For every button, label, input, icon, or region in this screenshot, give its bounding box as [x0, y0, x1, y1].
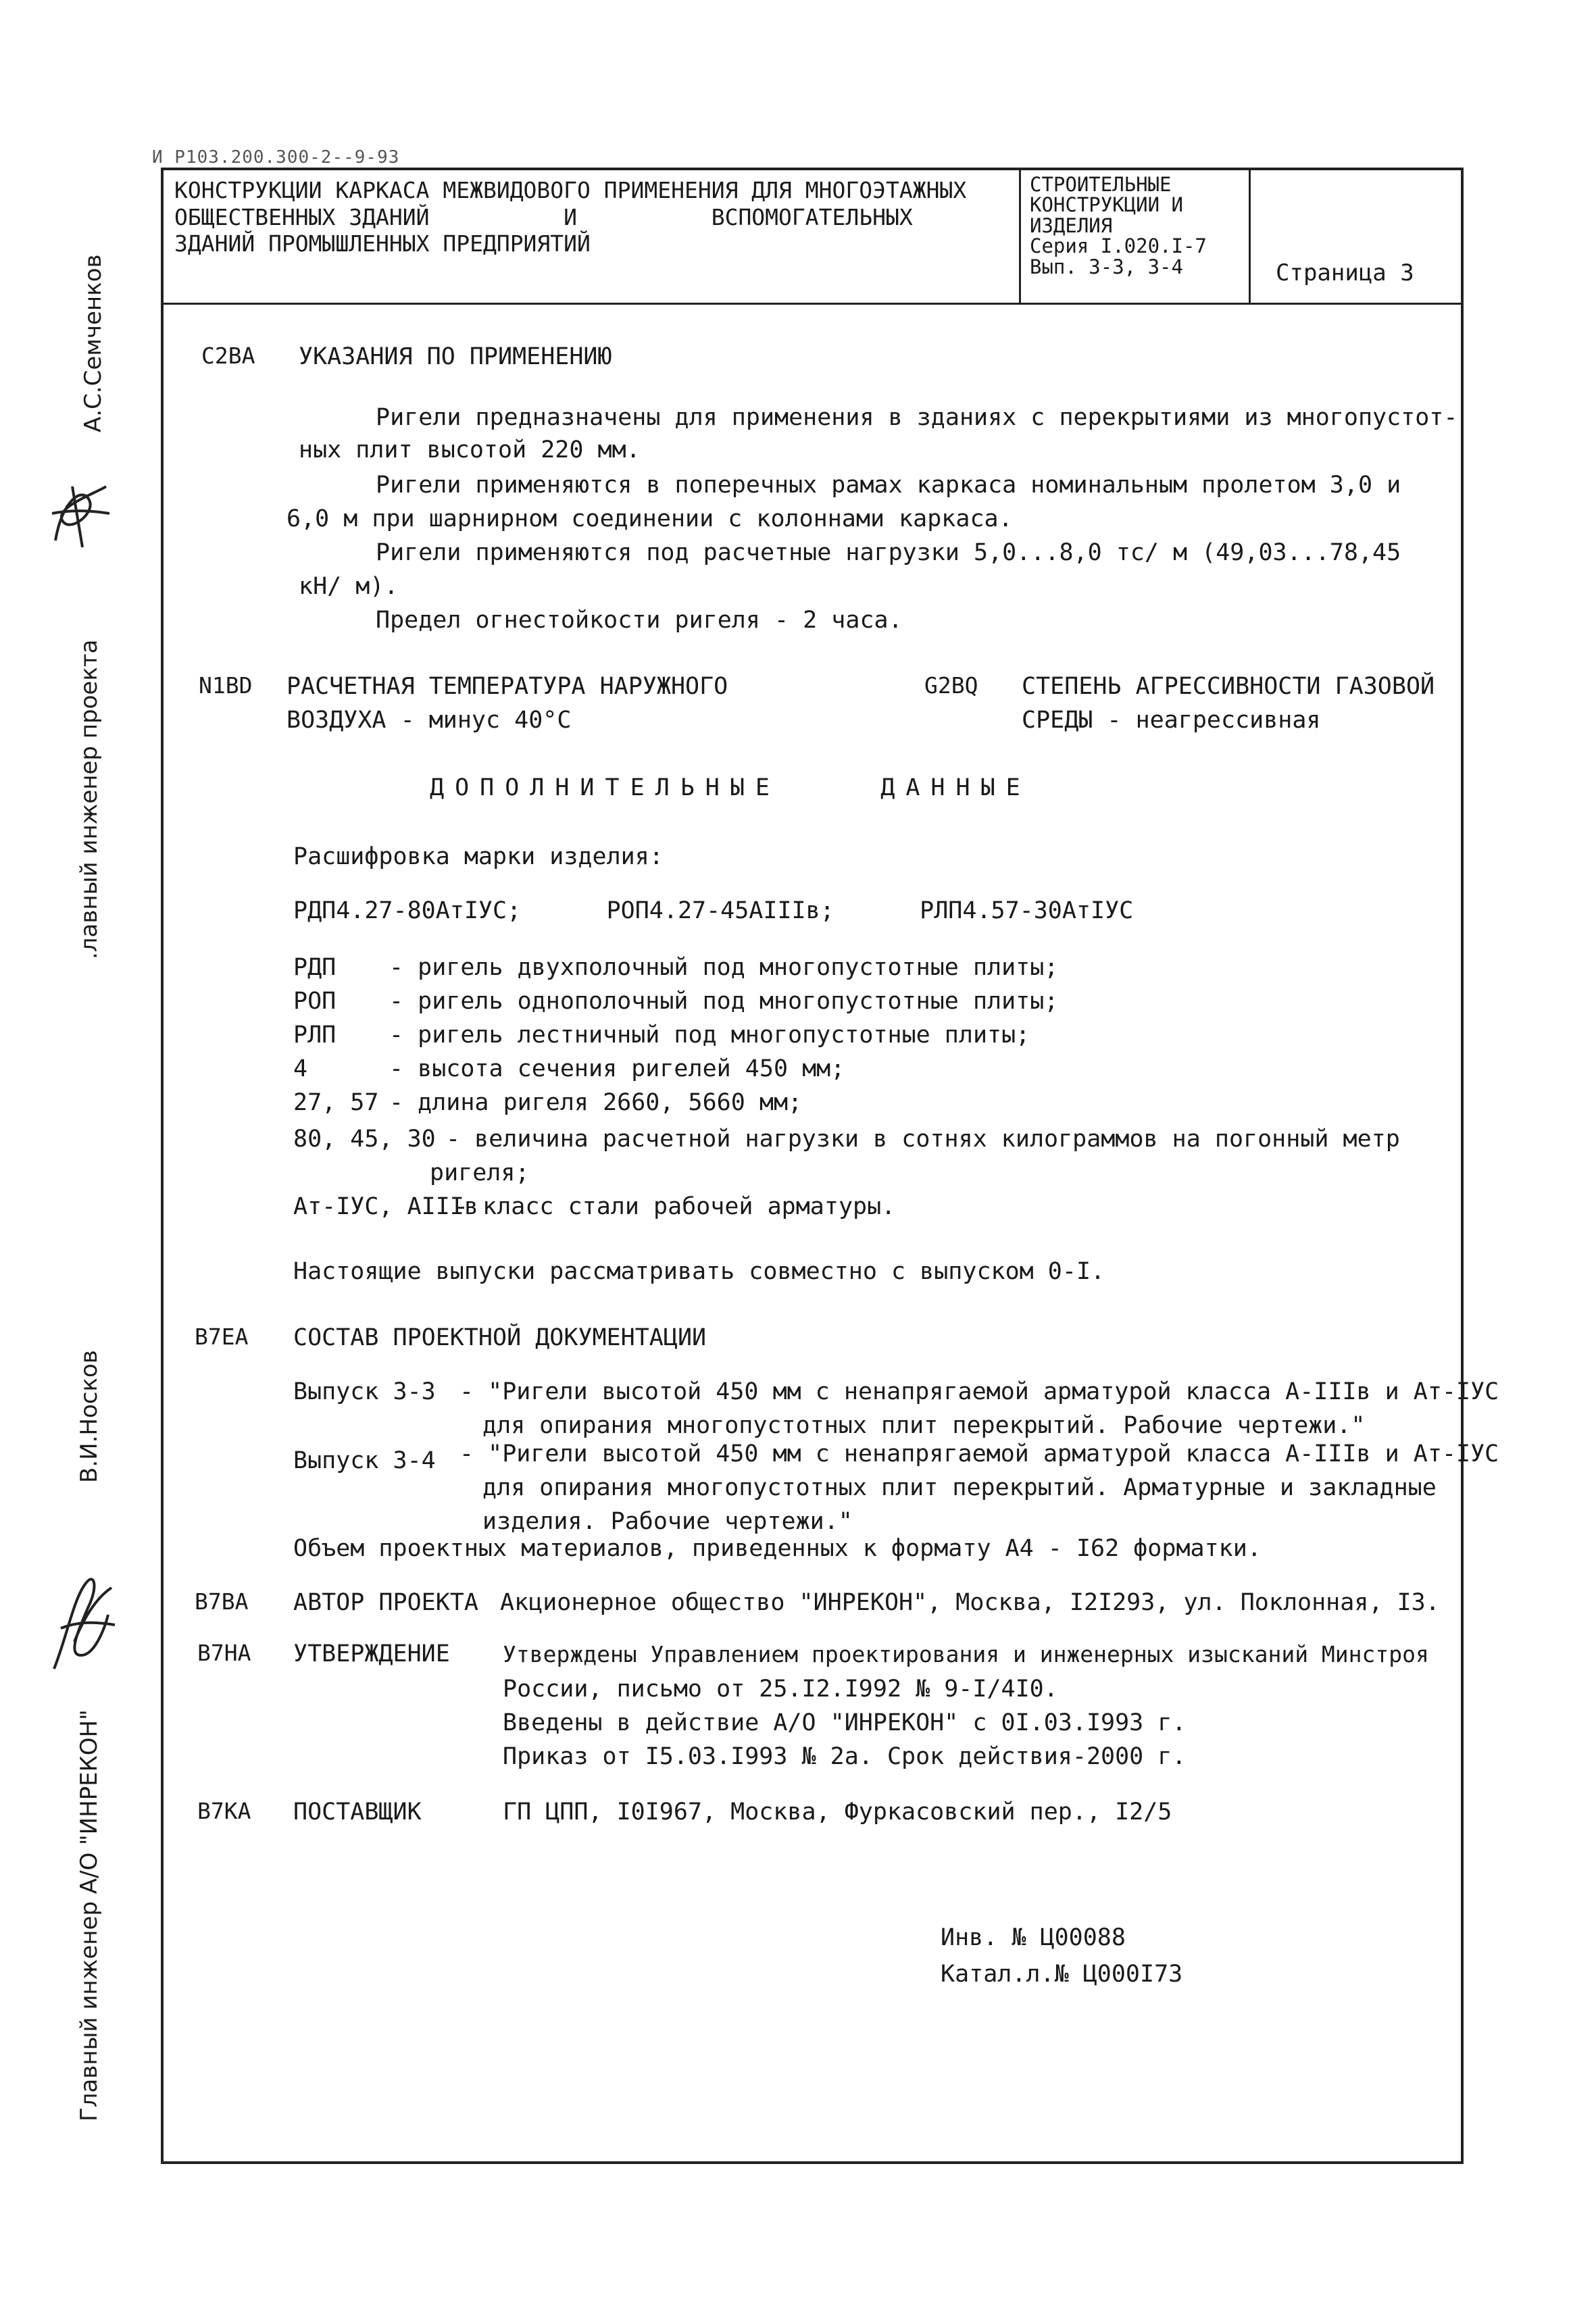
supplier-text: ГП ЦПП, I0I967, Москва, Фуркасовский пер., I2/5: [503, 1799, 1172, 1826]
section-code-aggressiveness: G2BQ: [924, 672, 978, 699]
legend-key: 80, 45, 30: [293, 1126, 436, 1153]
joint-issue-note: Настоящие выпуски рассматривать совместно с выпуском 0-I.: [293, 1258, 1105, 1285]
approval-line: Приказ от I5.03.I993 № 2а. Срок действия-2000 г.: [503, 1743, 1187, 1770]
legend-key: РЛП: [293, 1022, 336, 1049]
issue-label: Выпуск 3-3: [293, 1378, 436, 1405]
approval-line: Введены в действие А/О "ИНРЕКОН" с 0I.03.I993 г.: [503, 1709, 1187, 1736]
side-bottom-name: В.И.Носков: [76, 1350, 103, 1483]
usage-line: Предел огнестойкости ригеля - 2 часа.: [376, 607, 903, 634]
header-divider-v2: [1249, 168, 1251, 303]
mark-examples: РДП4.27-80АтIУС; РОП4.27-45АIIIв; РЛП4.57-30АтIУС: [293, 897, 1134, 924]
header-category-line: СТРОИТЕЛЬНЫЕ: [1030, 173, 1172, 196]
inventory-number: Инв. № Ц00088: [941, 1924, 1126, 1951]
legend-value: - класс стали рабочей арматуры.: [454, 1193, 896, 1220]
header-category: [1030, 174, 1207, 277]
volume-line: Объем проектных материалов, приведенных к формату А4 - I62 форматки.: [293, 1535, 1262, 1562]
header-category-line: Вып. 3-3, 3-4: [1030, 255, 1183, 278]
side-top-role: .лавный инженер проекта: [76, 639, 103, 959]
section-code-supplier: В7КА: [197, 1798, 251, 1824]
side-bottom-role: Главный инженер А/О "ИНРЕКОН": [76, 1709, 103, 2121]
legend-key: РОП: [293, 988, 336, 1015]
author-text: Акционерное общество "ИНРЕКОН", Москва, I2I293, ул. Поклонная, I3.: [500, 1589, 1440, 1616]
issue-line: - "Ригели высотой 450 мм с ненапрягаемой арматурой класса А-IIIв и Ат-IУС: [459, 1378, 1499, 1405]
aggressiveness-heading: СТЕПЕНЬ АГРЕССИВНОСТИ ГАЗОВОЙ: [1022, 673, 1435, 700]
signature-bottom: [41, 1567, 122, 1682]
usage-line: кН/ м).: [299, 573, 399, 600]
temperature-value: ВОЗДУХА - минус 40°С: [286, 707, 572, 734]
header-title-line: КОНСТРУКЦИИ КАРКАСА МЕЖВИДОВОГО ПРИМЕНЕНИЯ ДЛЯ МНОГОЭТАЖНЫХ: [174, 177, 967, 203]
issue-line: для опирания многопустотных плит перекрытий. Рабочие чертежи.": [482, 1412, 1366, 1439]
legend-key: Ат-IУС, АIIIв: [293, 1193, 478, 1220]
section-code-usage: С2ВА: [201, 343, 255, 369]
approval-line: России, письмо от 25.I2.I992 № 9-I/4I0.: [503, 1676, 1058, 1703]
extra-data-heading: ДОПОЛНИТЕЛЬНЫЕ ДАННЫЕ: [430, 774, 1031, 801]
page-frame: [161, 168, 1464, 2164]
header-divider: [161, 303, 1464, 305]
temperature-heading: РАСЧЕТНАЯ ТЕМПЕРАТУРА НАРУЖНОГО: [286, 673, 728, 700]
section-heading-usage: УКАЗАНИЯ ПО ПРИМЕНЕНИЮ: [299, 343, 612, 370]
section-code-approval: В7НА: [197, 1640, 251, 1666]
header-title-line: ЗДАНИЙ ПРОМЫШЛЕННЫХ ПРЕДПРИЯТИЙ: [174, 230, 591, 257]
author-label: АВТОР ПРОЕКТА: [293, 1589, 478, 1616]
usage-line: Ригели применяются под расчетные нагрузки 5,0...8,0 тс/ м (49,03...78,45: [376, 539, 1401, 566]
usage-line: ных плит высотой 220 мм.: [299, 436, 641, 463]
legend-value: - ригель однополочный под многопустотные плиты;: [389, 988, 1059, 1015]
legend-value: - величина расчетной нагрузки в сотнях килограммов на погонный метр: [446, 1126, 1400, 1153]
header-category-line: КОНСТРУКЦИИ И: [1030, 193, 1183, 217]
decode-title: Расшифровка марки изделия:: [293, 843, 664, 870]
section-code-temperature: N1BD: [199, 672, 253, 699]
supplier-label: ПОСТАВЩИК: [293, 1799, 422, 1826]
usage-line: 6,0 м при шарнирном соединении с колоннами каркаса.: [286, 505, 1013, 532]
header-category-line: Серия I.020.I-7: [1030, 234, 1207, 258]
usage-line: Ригели применяются в поперечных рамах каркаса номинальным пролетом 3,0 и: [376, 472, 1401, 499]
approval-line: Утверждены Управлением проектирования и инженерных изысканий Минстроя: [503, 1641, 1429, 1667]
header-divider-v1: [1019, 168, 1021, 303]
section-code-docs: В7ЕА: [195, 1324, 249, 1350]
usage-line: Ригели предназначены для применения в зданиях с перекрытиями из многопустот-: [376, 404, 1458, 431]
legend-key: РДП: [293, 954, 336, 981]
section-heading-docs: СОСТАВ ПРОЕКТНОЙ ДОКУМЕНТАЦИИ: [293, 1324, 707, 1351]
section-code-author: В7ВА: [195, 1588, 249, 1615]
issue-line: изделия. Рабочие чертежи.": [482, 1508, 853, 1535]
approval-label: УТВЕРЖДЕНИЕ: [293, 1640, 450, 1667]
legend-key: 27, 57: [293, 1089, 379, 1116]
legend-value: - ригель лестничный под многопустотные плиты;: [389, 1022, 1030, 1049]
legend-value: - ригель двухполочный под многопустотные плиты;: [389, 954, 1059, 981]
legend-value: ригеля;: [430, 1159, 530, 1186]
catalog-sheet-number: Катал.л.№ Ц000I73: [941, 1961, 1183, 1988]
signature-top: [42, 473, 116, 554]
legend-value: - длина ригеля 2660, 5660 мм;: [389, 1089, 803, 1116]
header-title: [174, 177, 1005, 257]
page-number: Страница 3: [1276, 259, 1414, 286]
legend-key: 4: [293, 1055, 308, 1082]
issue-line: для опирания многопустотных плит перекрытий. Арматурные и закладные: [482, 1474, 1437, 1501]
header-title-line: ОБЩЕСТВЕННЫХ ЗДАНИЙ И ВСПОМОГАТЕЛЬНЫХ: [174, 203, 913, 230]
legend-value: - высота сечения ригелей 450 мм;: [389, 1055, 845, 1082]
document-code: И Р103.200.300-2--9-93: [152, 147, 400, 168]
side-top-name: А.С.Семченков: [80, 254, 107, 432]
aggressiveness-value: СРЕДЫ - неагрессивная: [1022, 707, 1321, 734]
header-category-line: ИЗДЕЛИЯ: [1030, 213, 1113, 237]
issue-line: - "Ригели высотой 450 мм с ненапрягаемой арматурой класса А-IIIв и Ат-IУС: [459, 1440, 1499, 1467]
issue-label: Выпуск 3-4: [293, 1447, 436, 1474]
